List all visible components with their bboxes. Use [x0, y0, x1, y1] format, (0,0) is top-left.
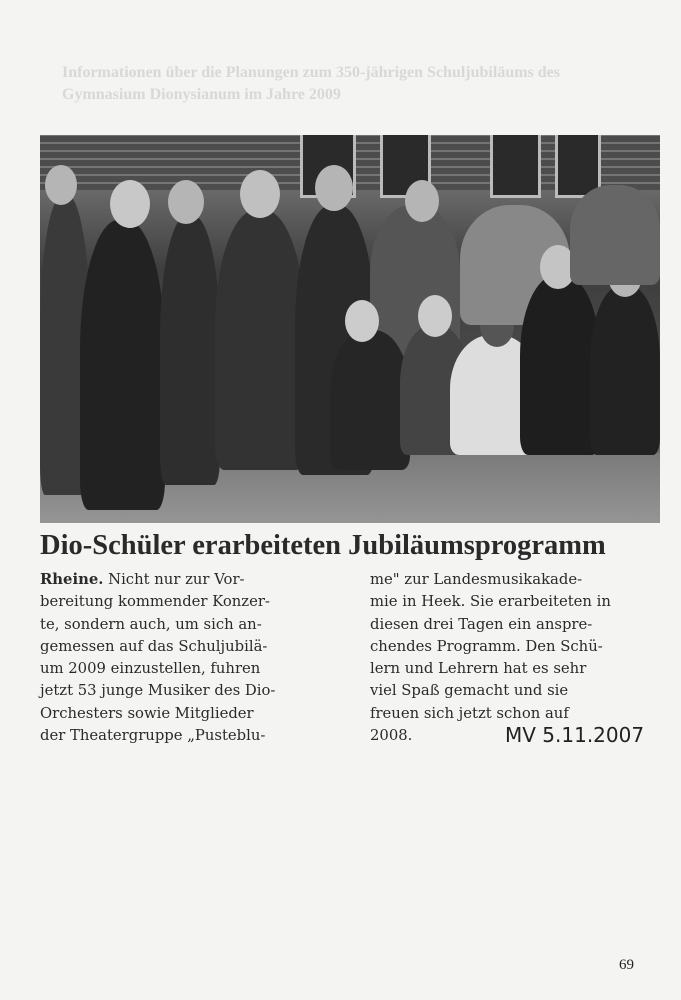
text-line: bereitung kommender Konzer-	[40, 593, 270, 611]
person	[330, 330, 410, 470]
page-number: 69	[619, 957, 634, 973]
person	[570, 185, 660, 285]
person-head	[45, 165, 77, 205]
person-head	[315, 165, 353, 211]
text-line: diesen drei Tagen ein anspre-	[370, 615, 593, 633]
text-line: freuen sich jetzt schon auf	[370, 704, 569, 722]
text-line: gemessen auf das Schuljubilä-	[40, 637, 268, 655]
dateline: Rheine.	[40, 571, 104, 588]
article-column-1	[40, 569, 275, 747]
group-photo	[40, 135, 660, 523]
text-line: te, sondern auch, um sich an-	[40, 615, 262, 633]
text-line: chendes Programm. Den Schü-	[370, 637, 603, 655]
person-head	[405, 180, 439, 222]
text-line: lern und Lehrern hat es sehr	[370, 660, 587, 678]
person	[80, 220, 165, 510]
text-line: um 2009 einzustellen, fuhren	[40, 660, 261, 678]
person-head	[110, 180, 150, 228]
person-head	[240, 170, 280, 218]
text-line	[40, 569, 275, 591]
text-line: jetzt 53 junge Musiker des Dio-	[40, 682, 276, 700]
text-line: mie in Heek. Sie erarbeiteten in	[370, 593, 611, 611]
person-head	[168, 180, 204, 224]
bleed-through-heading	[62, 62, 662, 106]
bleed-line: Gymnasium Dionysianum im Jahre 2009	[62, 86, 341, 103]
person-head	[418, 295, 452, 337]
text-line: me" zur Landesmusikakade-	[370, 571, 583, 588]
source-note: MV 5.11.2007	[505, 723, 645, 747]
text-line: viel Spaß gemacht und sie	[370, 682, 569, 700]
person	[215, 210, 305, 470]
person-head	[345, 300, 379, 342]
article-headline: Dio-Schüler erarbeiteten Jubiläumsprogramm	[40, 530, 606, 561]
text-line: der Theatergruppe „Pusteblu-	[40, 727, 266, 745]
text-span: Nicht nur zur Vor-	[103, 571, 245, 588]
person	[590, 285, 660, 455]
person	[160, 215, 220, 485]
window	[490, 135, 541, 198]
text-line: 2008.	[370, 727, 413, 745]
text-line: Orchesters sowie Mitglieder	[40, 704, 254, 722]
person	[520, 275, 600, 455]
bleed-line: Informationen über die Planungen zum 350-jährigen Schuljubiläums des	[62, 64, 560, 81]
article-column-2	[370, 569, 611, 747]
